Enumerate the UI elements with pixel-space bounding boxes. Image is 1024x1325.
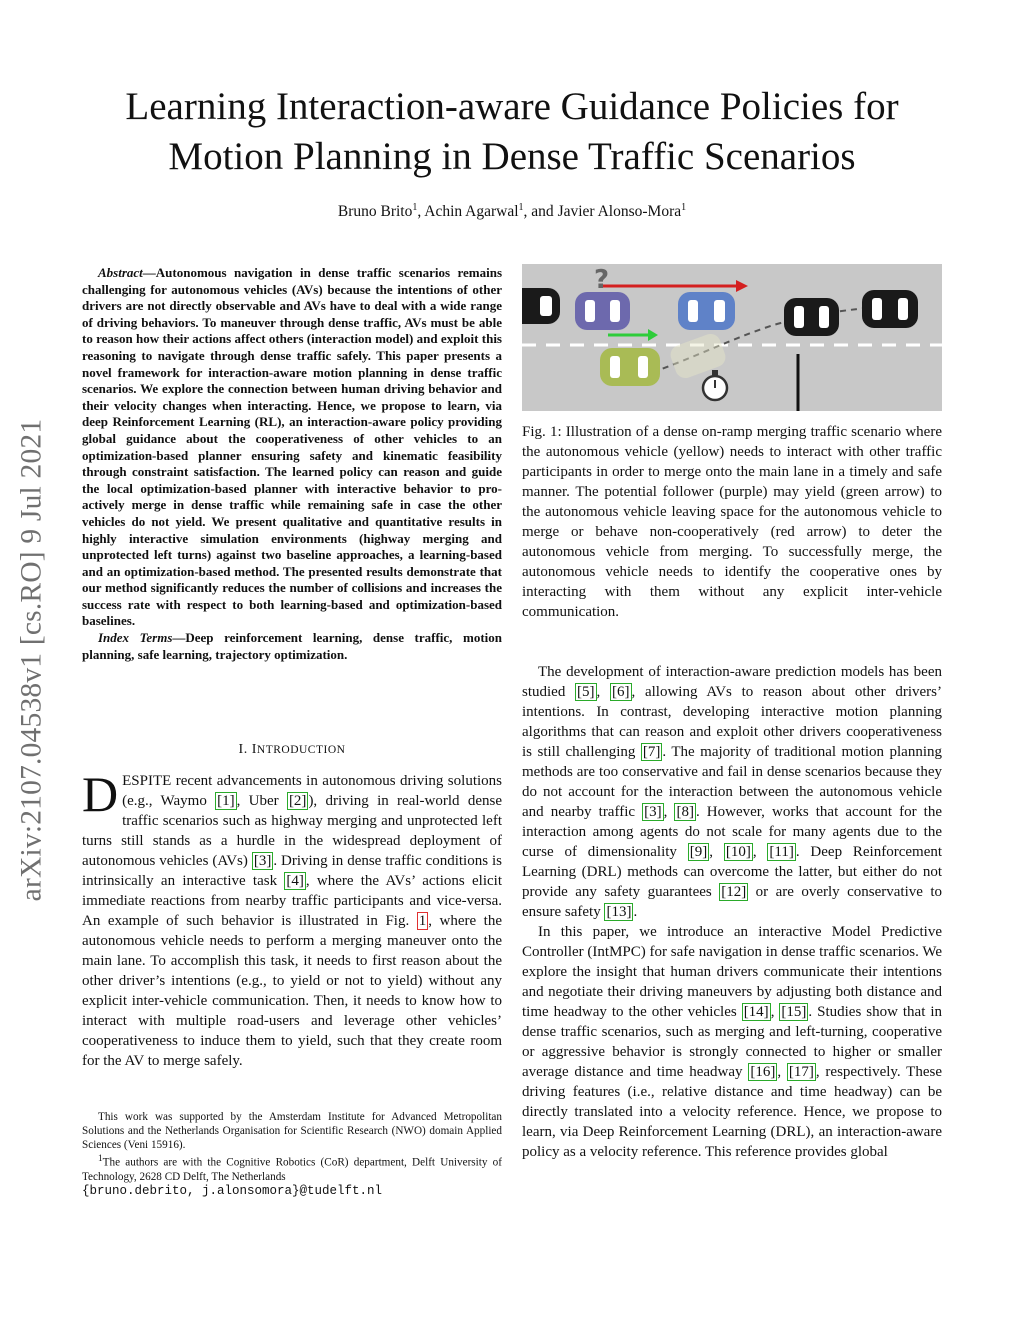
intro-text: , where the AVs’ actions elicit immediate reactions from nearby traffic participants and vice-versa. An example of such behavior is illustrated in Fig. xyxy=(82,873,502,929)
body-text: , xyxy=(770,1004,780,1020)
affiliation-mark: 1 xyxy=(98,1154,103,1164)
citation-link[interactable]: [15] xyxy=(781,1004,807,1020)
figure-link[interactable]: 1 xyxy=(418,913,427,929)
body-text: The development of interaction-aware prediction models has been studied xyxy=(522,664,942,700)
right-column-body xyxy=(522,662,942,1162)
index-terms-text: —Deep reinforcement learning, dense traffic, motion planning, safe learning, trajectory optimization. xyxy=(82,630,502,662)
section-title-initial: I xyxy=(251,742,257,757)
blue-car-icon xyxy=(678,292,735,330)
citation-link[interactable]: [1] xyxy=(217,793,235,809)
body-text: , allowing AVs to reason about other drivers’ intentions. In contrast, developing interactive motion planning algorithms that can reason and exploit other drivers cooperativeness is still challenging xyxy=(522,684,943,760)
paragraph xyxy=(522,922,942,1162)
intro-text: , Uber xyxy=(236,793,287,809)
abstract-label: Abstract xyxy=(98,265,143,280)
body-text: , xyxy=(777,1064,787,1080)
section-heading-introduction xyxy=(82,742,502,758)
citation-link[interactable]: [13] xyxy=(606,904,632,920)
citation-link[interactable]: [14] xyxy=(743,1004,769,1020)
author-1: Bruno Brito xyxy=(337,203,413,221)
body-text: . Deep Reinforcement Learning (DRL) methods can overcome the latter, but either do not provide any safety guarantees xyxy=(522,844,943,900)
yellow-autonomous-car-icon xyxy=(600,348,660,386)
abstract-text: —Autonomous navigation in dense traffic scenarios remains challenging for autonomous vehicles (AVs) because the intentions of other drivers are not directly observable and AVs have to deal with a wide range of driving behaviors. To maneuver through dense traffic, AVs must be able to reason how their actions affect others (interaction model) and exploit this reasoning to navigate through dense traffic safely. This paper presents a novel framework for interaction-aware motion planning in dense traffic scenarios. We explore the connection between human driving behavior and their velocity changes when interacting. Hence, we propose to learn, via deep Reinforcement Learning (RL), an interaction-aware policy providing global guidance about the cooperativeness of other vehicles to an optimization-based planner ensuring safety and kinematic feasibility through constraint satisfaction. The learned policy can reason and guide the local optimization-based planner with interactive behavior to pro-actively merge in dense traffic while remaining safe in case the other vehicles do not yield. We present qualitative and quantitative results in highly interactive simulation environments (highway merging and unprotected left turns) against two baseline approaches, a learning-based and an optimization-based method. The presented results demonstrate that our method significantly reduces the number of collisions and increases the success rate with respect to both learning-based and optimization-based baselines. xyxy=(82,265,502,629)
citation-link[interactable]: [3] xyxy=(253,853,272,869)
body-text: , xyxy=(663,804,675,820)
figure-1-illustration xyxy=(522,264,942,411)
body-text: . xyxy=(633,904,638,920)
body-text: . The majority of traditional motion planning methods are too conservative and fail in dense scenarios because they do not account for the interaction between the autonomous vehicle and nearby traffic xyxy=(522,744,942,820)
section-title-rest: NTRODUCTION xyxy=(256,744,346,756)
affiliation-text: The authors are with the Cognitive Robotics (CoR) department, Delft University of Technology, 2628 CD Delft, The Netherlands xyxy=(82,1156,502,1183)
body-text: , xyxy=(709,844,724,860)
body-text: , xyxy=(752,844,768,860)
citation-link[interactable]: [9] xyxy=(689,844,708,860)
intro-text: ESPITE recent advancements in autonomous driving solutions (e.g., Waymo xyxy=(122,773,502,809)
citation-link[interactable]: [10] xyxy=(725,844,751,860)
citation-link[interactable]: [8] xyxy=(676,804,694,820)
section-number: I. xyxy=(238,742,252,757)
figure-1-caption xyxy=(522,422,942,622)
author-sep: , xyxy=(417,203,425,221)
author-3-affil: 1 xyxy=(681,202,687,213)
title-line-2: Motion Planning in Dense Traffic Scenarios xyxy=(168,135,856,178)
author-list xyxy=(60,202,964,221)
body-text: , xyxy=(596,684,610,700)
body-text: . However, works that account for the interaction among agents do not scale for many agents due to the curse of dimensionality xyxy=(522,804,942,860)
citation-link[interactable]: [11] xyxy=(769,844,794,860)
body-text: In this paper, we introduce an interactive Model Predictive Controller (IntMPC) for safe navigation in dense traffic scenarios. We explore the insight that human drivers communicate their intentions and negotiate their driving maneuvers by adjusting both distance and time headway to the other vehicles xyxy=(522,924,942,1020)
email-addresses: {bruno.debrito, j.alonsomora}@tudelft.nl xyxy=(82,1183,383,1198)
footnotes xyxy=(82,1110,502,1198)
index-terms-label: Index Terms xyxy=(98,630,173,646)
paper-title xyxy=(60,82,964,182)
merge-scenario-drawing xyxy=(522,264,942,411)
citation-link[interactable]: [7] xyxy=(642,744,661,760)
author-1-affil: 1 xyxy=(412,202,418,213)
abstract xyxy=(82,265,502,663)
citation-link[interactable]: [6] xyxy=(612,684,630,700)
question-mark-icon: ? xyxy=(594,265,610,295)
citation-link[interactable]: [4] xyxy=(286,873,304,889)
citation-link[interactable]: [5] xyxy=(577,684,595,700)
purple-follower-car-icon xyxy=(575,292,630,330)
black-car-front-icon xyxy=(862,290,918,328)
citation-link[interactable]: [17] xyxy=(788,1064,814,1080)
paragraph xyxy=(522,662,942,922)
citation-link[interactable]: [3] xyxy=(644,804,662,820)
funding-footnote: This work was supported by the Amsterdam Institute for Advanced Metropolitan Solutions and the Netherlands Organisation for Scientific Research (NWO) domain Applied Sciences (Veni 15916). xyxy=(82,1111,502,1151)
intro-text: ), driving in real-world dense traffic scenarios such as highway merging and unprotected left turns still stands as a hurdle in the widespread deployment of autonomous vehicles (AVs) xyxy=(82,793,502,869)
citation-link[interactable]: [2] xyxy=(288,793,307,809)
author-sep: , and xyxy=(523,203,558,221)
intro-text: . Driving in dense traffic conditions is intrinsically an interactive task xyxy=(82,853,502,889)
body-text: , respectively. These driving features (i.e., relative distance and time headway) can be directly translated into a velocity reference. Hence, we propose to learn, via Deep Reinforcement Learning (DRL), an interaction-aware policy as a velocity reference. This reference provides global xyxy=(522,1064,943,1160)
citation-link[interactable]: [16] xyxy=(750,1064,776,1080)
author-3: Javier Alonso-Mora xyxy=(557,203,682,221)
car-left-edge-icon xyxy=(522,288,560,324)
affiliation-footnote xyxy=(82,1152,502,1198)
intro-text: , where the autonomous vehicle needs to perform a merging maneuver onto the main lane. To accomplish this task, it needs to first reason about the other driver’s intentions (e.g., to yield or not to yield) without any explicit inter-vehicle communication. Then, it needs to know how to interact with multiple road-users and leverage other vehicles’ cooperativeness to induce them to yield, such that they create room for the AV to merge safely. xyxy=(82,913,502,1069)
drop-cap: D xyxy=(82,766,119,822)
title-line-1: Learning Interaction-aware Guidance Policies for xyxy=(125,85,899,128)
arxiv-identifier: arXiv:2107.04538v1 [cs.RO] 9 Jul 2021 xyxy=(15,418,48,902)
author-2: Achin Agarwal xyxy=(424,203,519,221)
black-car-icon xyxy=(784,298,839,336)
introduction-body xyxy=(82,766,502,1071)
citation-link[interactable]: [12] xyxy=(721,884,747,900)
body-text: or are overly conservative to ensure safety xyxy=(522,884,942,920)
author-2-affil: 1 xyxy=(518,202,524,213)
caption-text: Fig. 1: Illustration of a dense on-ramp merging traffic scenario where the autonomous vehicle (yellow) needs to interact with other traffic participants in order to merge onto the main lane in a timely and safe manner. The potential follower (purple) may yield (green arrow) to the autonomous vehicle leaving space for the autonomous vehicle to merge or behave non-cooperatively (red arrow) to deter the autonomous vehicle from merging. To successfully merge, the autonomous vehicle needs to identify the cooperative ones by interacting with them without any explicit inter-vehicle communication. xyxy=(522,424,942,620)
body-text: . Studies show that in dense traffic scenarios, such as merging and left-turning, cooperative or aggressive behavior is strongly connected to higher or smaller average distance and time headway xyxy=(522,1004,942,1080)
